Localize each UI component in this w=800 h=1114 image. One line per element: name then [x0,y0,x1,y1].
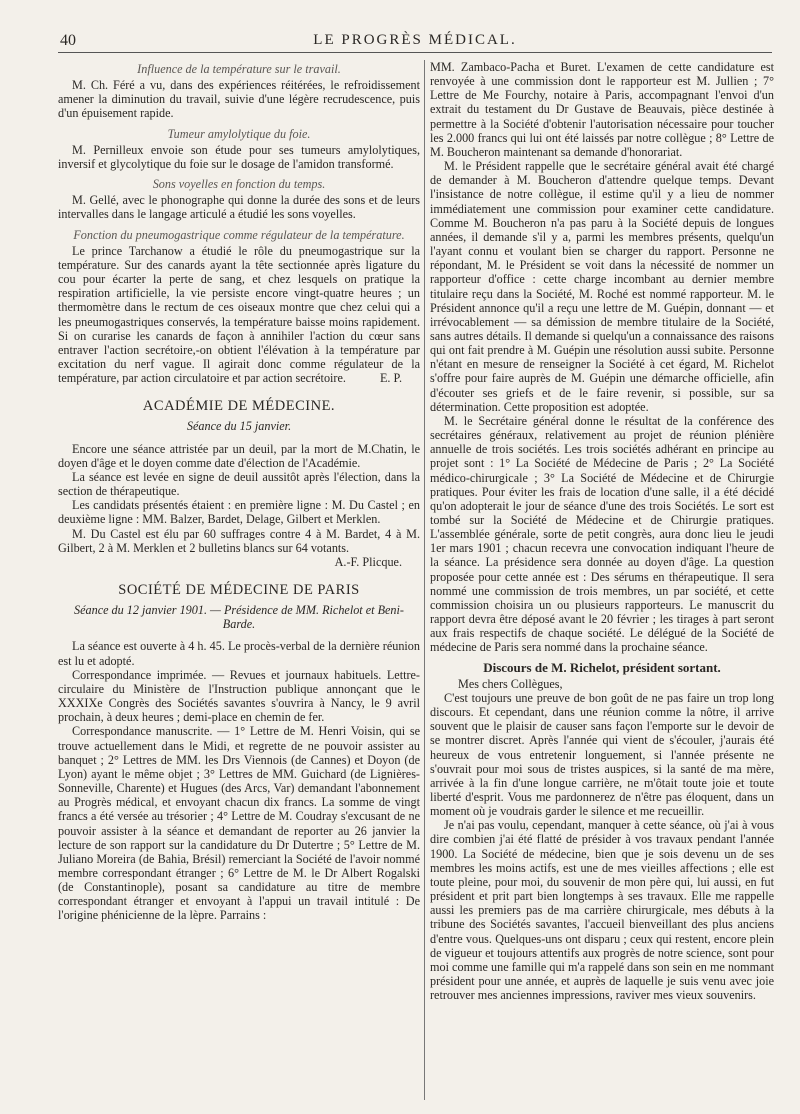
paragraph: M. Pernilleux envoie son étude pour ses tumeurs amylolytiques, inversif et glycolytique du foie sur le dosage de l'amidon transformé. [58,142,420,171]
paragraph: Encore une séance attristée par un deuil, par la mort de M.Chatin, le doyen d'âge et le doyen comme date d'élection de l'Académie. [58,441,420,470]
right-column [430,60,774,1110]
paragraph: MM. Zambaco-Pacha et Buret. L'examen de cette candidature est renvoyée à une commission dont le rapporteur est M. Jullien ; 7° Lettre de Me Fourchy, notaire à Paris, accompagnant l'envoi d'un extrait du testament du Dr Gustave de Beauvais, pièce destinée à permettre à la Société d'obtenir l'autorisation nécessaire pour toucher les 2.000 francs qui lui ont été laissés par notre collègue ; 8° Lettre de M. Boucheron maintenant sa demande d'honorariat. [430,60,774,159]
paragraph: Je n'ai pas voulu, cependant, manquer à cette séance, où j'ai à vous dire combien j'ai été flatté de présider à vos travaux pendant l'année 1900. La Société de médecine, bien que je sois devenu un de ses membres les moins actifs, est une de mes vieilles affections ; elle est toute pleine, pour moi, du souvenir de mon père qui, lui aussi, en fut président et prit part bien longtemps à ses travaux. Elle me rappelle aussi les premiers pas de ma carrière chirurgicale, mes débuts à la tribune des Sociétés savantes, l'accueil bienveillant des plus anciens d'entre vous. Quelques-uns ont disparu ; ceux qui restent, encore plein de vigueur et toujours attentifs aux progrès de notre science, sont pour moi comme une famille qui m'a rappelé dans son sein en me nommant président pour une année, et auprès de laquelle je suis venu avec joie retrouver mes anciennes impressions, raviver mes vieux souvenirs. [430,818,774,1003]
paragraph: Correspondance manuscrite. — 1° Lettre de M. Henri Voisin, qui se trouve actuellement dans le Midi, et regrette de ne pouvoir assister au banquet ; 2° Lettres de MM. les Drs Viennois (de Cannes) et Doyon (de Lyon) ayant le même objet ; 3° Lettres de MM. Guichard (de Lignières-Sonneville, Charente) et Hugues (des Arcs, Var) demandant l'abonnement au Progrès médical, et envoyant chacun dix francs. La somme de vingt francs a été versée au trésorier ; 4° Lettre de M. Coudray s'excusant de ne pouvoir assister à la séance et demandant de reporter au 26 janvier la lecture de son rapport sur la candidature du Dr Dutertre ; 5° Lettre de M. Juliano Moreira (de Bahia, Brésil) remerciant la Société de l'avoir nommé membre correspondant étranger ; 6° Lettre de M. le Dr Albert Rogalski (de Constantinople), posant sa candidature au titre de membre correspondant étranger et envoyant à l'appui un travail intitulé : De l'origine phénicienne de la lèpre. Parrains : [58,724,420,923]
paragraph: M. Ch. Féré a vu, dans des expériences réitérées, le refroidissement amener la diminution du travail, suivie d'une légère recrudescence, puis d'un épuisement rapide. [58,78,420,121]
paragraph: M. Du Castel est élu par 60 suffrages contre 4 à M. Bardet, 4 à M. Gilbert, 2 à M. Merklen et 2 bulletins blancs sur 64 votants. A.-F. Plicque. [58,526,420,569]
section-title: Tumeur amylolytique du foie. [167,126,311,141]
paragraph: Correspondance imprimée. — Revues et journaux habituels. Lettre-circulaire du Ministère de l'Instruction publique annonçant que le XXXIXe Congrès des Sociétés savantes s'ouvrira à Nancy, le 9 avril prochain, à deux heures ; demi-place en chemin de fer. [58,667,420,725]
paragraph: M. le Président rappelle que le secrétaire général avait été chargé de demander à M. Boucheron d'attendre quelque temps. Devant l'insistance de notre collègue, il estime qu'il y a lieu de nommer immédiatement une commission pour examiner cette candidature. Comme M. Boucheron n'a pas paru à la Société depuis de longues années, il demande s'il y a, parmi les membres présents, quelqu'un l'ayant connu et voulant bien se charger du rapport. Personne ne répondant, M. le Président se voit dans la nécessité de nommer un rapporteur d'office : cette charge incombant au dernier membre titulaire reçu dans la Société, M. Roché est nommé rapporteur. M. le Président annonce qu'il a reçu une lettre de M. Guépin, donnant — et irrévocablement — sa démission de membre titulaire de la Société, sans autres détails. Il demande si quelqu'un a connaissance des raisons qui ont fait prendre à M. Guépin une résolution aussi subite. Personne n'étant en mesure de renseigner la Société à cet égard, M. Richelot s'offre pour faire auprès de M. Guépin une démarche officielle, afin d'écouter ses griefs et de le faire revenir, si possible, sur sa détermination. Cette proposition est adoptée. [430,159,774,414]
left-column [58,60,420,1110]
paragraph: Le prince Tarchanow a étudié le rôle du pneumogastrique sur la température. Sur des canards ayant la tête sectionnée après ligature du cou pour écarter la perte de sang, et chez lesquels on pratique la respiration artificielle, la vie persiste encore vingt-quatre heures ; un thermomètre dans le rectum de ces oiseaux montre que chez celui qui a les pneumogastriques conservés, la température baisse moins rapidement. Si on curarise les canards de façon à annihiler l'action du cœur sans entraver l'action secrétoire,-on obtient l'élévation à la température par excitation du nerf vague. Il agirait donc comme régulateur de la température, par action circulatoire et par action secrétoire. E. P. [58,243,420,386]
page-number: 40 [60,32,76,49]
section-title: Influence de la température sur le travail. [137,62,341,76]
session-date: Séance du 15 janvier. [186,419,292,434]
running-header [58,30,772,53]
paragraph: La séance est ouverte à 4 h. 45. Le procès-verbal de la dernière réunion est lu et adopté. [58,639,420,668]
session-date: Séance du 12 janvier 1901. — Présidence de MM. Richelot et Beni-Barde. [74,603,404,632]
section-heading: SOCIÉTÉ DE MÉDECINE DE PARIS [118,582,360,598]
section-title: Fonction du pneumogastrique comme régulateur de la température. [73,227,405,242]
signature: E. P. [379,371,402,386]
paragraph: C'est toujours une preuve de bon goût de ne pas faire un trop long discours. Et cependant, dans une réunion comme la nôtre, il arrive souvent que le plaisir de causer sans façon l'emporte sur le devoir de se montrer discret. Après l'année qui vient de s'écouler, j'aurais été heureux de vous entretenir longuement, si l'année présente ne s'ouvrait pour moi sous de tristes auspices, si la santé de ma mère, arrivée à la fin d'une longue carrière, ne m'ôtait toute joie et toute liberté d'esprit. Vous me pardonnerez de n'être pas éloquent, dans un moment où je voudrais garder le silence et me recueillir. [430,690,774,819]
section-heading: ACADÉMIE DE MÉDECINE. [142,398,336,415]
paragraph: M. Gellé, avec le phonographe qui donne la durée des sons et de leurs intervalles dans le langage articulé a étudié les sons voyelles. [58,193,420,222]
journal-title: LE PROGRÈS MÉDICAL. [313,32,517,48]
section-title: Sons voyelles en fonction du temps. [152,177,326,192]
paragraph: La séance est levée en signe de deuil aussitôt après l'élection, dans la section de thérapeutique. [58,469,420,499]
paragraph: Les candidats présentés étaient : en première ligne : M. Du Castel ; en deuxième ligne : MM. Balzer, Bardet, Delage, Gilbert et Merklen. [58,498,420,527]
column-divider [424,60,425,1100]
greeting: Mes chers Collègues, [458,676,563,691]
signature: A.-F. Plicque. [334,554,402,569]
speech-title: Discours de M. Richelot, président sortant. [483,659,721,675]
paragraph: M. le Secrétaire général donne le résultat de la conférence des secrétaires généraux, relativement au projet de réunion plénière annuelle de trois sociétés. Les trois sociétés adhérant en principe au projet sont : 1° La Société de Médecine de Paris ; 2° La Société médico-chirurgicale ; 3° La Société de Médecine et de Chirurgie pratiques. Pour éviter les frais de location d'une salle, il a été décidé qu'on adopterait le jour de séance d'une des trois Sociétés. Le sort est tombé sur la Société de Médecine et de Chirurgie pratiques. L'assemblée générale, sorte de petit congrès, aura donc lieu le jeudi 1er mars 1901 ; chacun recevra une convocation indiquant l'heure de la séance. La présidence sera donnée au doyen d'âge. La question proposée pour cette année est : Des sérums en thérapeutique. Il sera nommé une commission de trois membres, un par société, et cette commission choisira un ou plusieurs rapporteurs. Le manuscrit du rapport devra être déposé avant le 20 février ; les tirages à part seront aux frais respectifs de chaque société. Le délégué de la Société de médecine de Paris sera nommé dans la prochaine séance. [430,413,774,655]
